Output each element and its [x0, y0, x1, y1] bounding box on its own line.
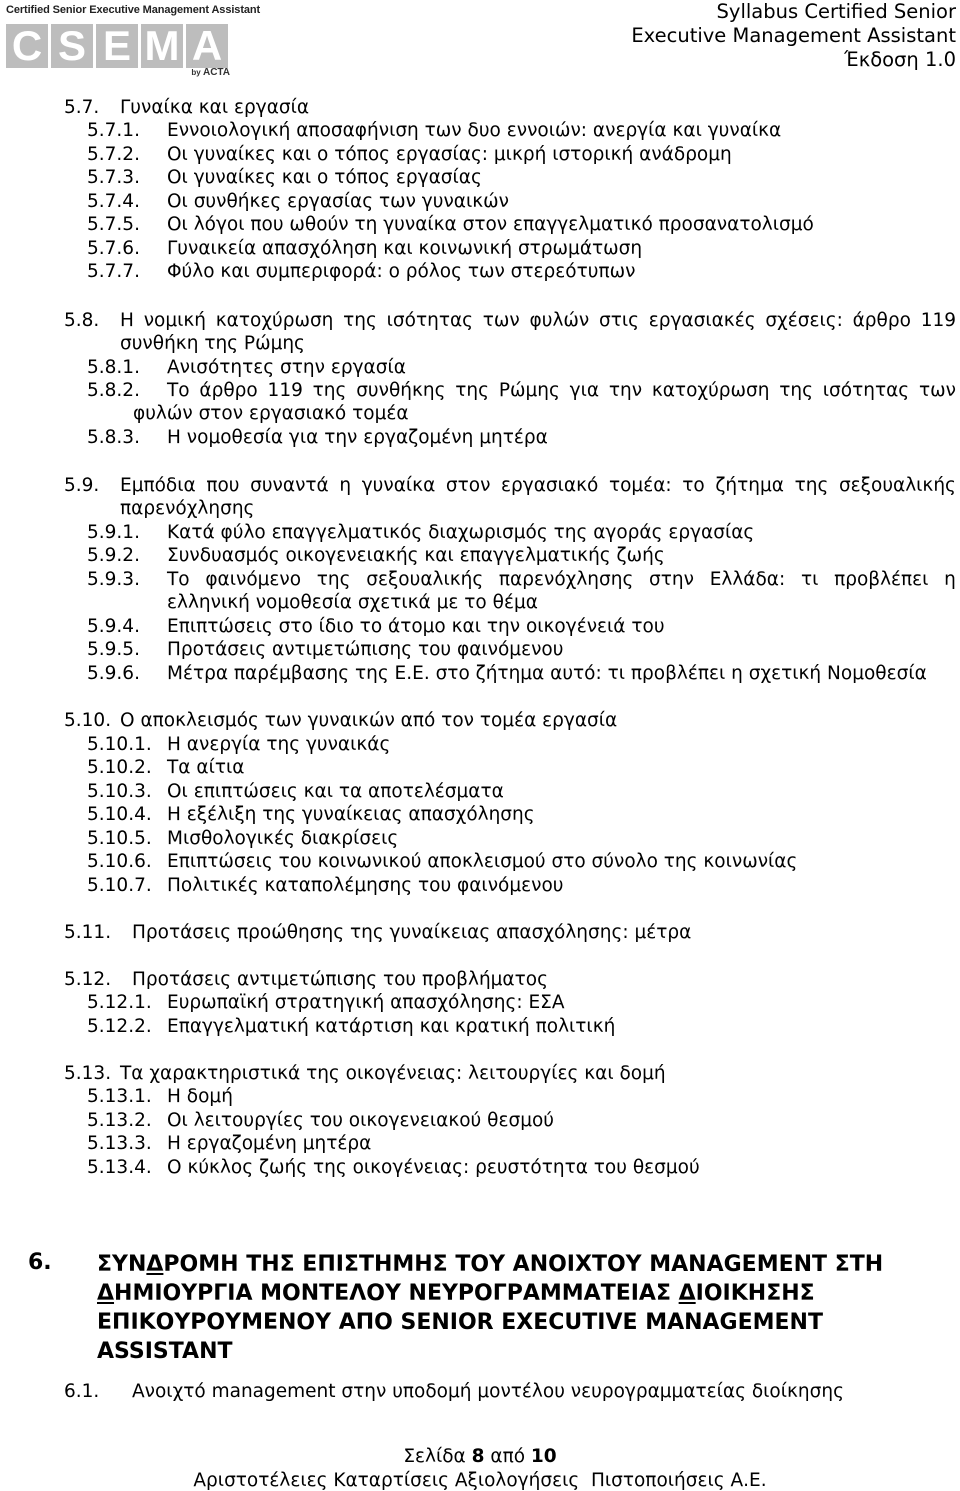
word: στον [445, 475, 491, 496]
toc-title: Μισθολογικές διακρίσεις [167, 828, 399, 849]
title-part: ΡΟΜΗ ΤΗΣ ΕΠΙΣΤΗΜΗΣ ΤΟΥ ΑΝΟΙΧΤΟΥ MANAGEMENT ΣΤΗ [163, 1252, 884, 1277]
page-total: 10 [530, 1446, 557, 1467]
toc-number: 5.10.3. [87, 781, 152, 802]
word: της [779, 380, 813, 401]
toc-title-justified [120, 474, 956, 497]
toc-number: 5.8.2. [87, 380, 140, 401]
toc-number: 5.9.1. [87, 522, 140, 543]
toc-number: 5.11. [64, 922, 112, 943]
word: σχέσεις: [765, 310, 843, 331]
word: παρενόχλησης [498, 569, 634, 590]
toc-number: 5.13.2. [87, 1110, 152, 1131]
toc-title: Η νομοθεσία για την εργαζομένη μητέρα [167, 427, 548, 448]
toc-number: 5.13.1. [87, 1086, 152, 1107]
toc-number: 5.13.3. [87, 1133, 152, 1154]
chapter-number: 6. [28, 1250, 52, 1275]
toc-title: Ανοιχτό management στην υποδομή μοντέλου νευρογραμματείας διοίκησης [132, 1381, 844, 1402]
toc-title: Τα αίτια [167, 757, 245, 778]
toc-number: 5.10.6. [87, 851, 152, 872]
toc-number: 5.9.4. [87, 616, 140, 637]
toc-number: 5.13. [64, 1063, 112, 1084]
toc-title: Γυναίκα και εργασία [120, 97, 310, 118]
word: τομέα: [608, 475, 672, 496]
word: συναντά [250, 475, 329, 496]
word: σεξουαλικής [366, 569, 484, 590]
toc-number: 5.12.2. [87, 1016, 152, 1037]
logo-by [191, 67, 230, 78]
toc-title: Οι λόγοι που ωθούν τη γυναίκα στον επαγγελματικό προσανατολισμό [167, 214, 814, 235]
toc-number: 5.8.1. [87, 357, 140, 378]
toc-number: 5.9.6. [87, 663, 140, 684]
word: Το [167, 380, 190, 401]
toc-number: 5.7.3. [87, 167, 140, 188]
word: προβλέπει [834, 569, 929, 590]
word: συνθήκης [356, 380, 446, 401]
toc-number: 5.9.2. [87, 545, 140, 566]
word: που [206, 475, 240, 496]
word: η [339, 475, 352, 496]
word: ζήτημα [715, 475, 784, 496]
word: 119 [920, 310, 956, 331]
word: ισότητας [386, 310, 474, 331]
toc-number: 5.7.4. [87, 191, 140, 212]
word: νομική [143, 310, 206, 331]
word: γυναίκα [361, 475, 436, 496]
word: εργασιακές [648, 310, 756, 331]
toc-title-continuation: φυλών στον εργασιακό τομέα [133, 403, 409, 424]
word: της [343, 310, 377, 331]
word: της [312, 380, 347, 401]
word: της [455, 380, 490, 401]
toc-title-continuation: ελληνική νομοθεσία σχετικά με το θέμα [167, 592, 538, 613]
word: την [608, 380, 643, 401]
toc-title: Η εξέλιξη της γυναίκειας απασχόλησης [167, 804, 535, 825]
page-number: 8 [471, 1446, 485, 1467]
word: η [944, 569, 956, 590]
toc-title: Επιπτώσεις του κοινωνικού αποκλεισμού στο σύνολο της κοινωνίας [167, 851, 798, 872]
toc-number: 5.8.3. [87, 427, 140, 448]
toc-title: Οι γυναίκες και ο τόπος εργασίας: μικρή ιστορική ανάδρομη [167, 144, 732, 165]
word: της [316, 569, 351, 590]
header-line-3: Έκδοση 1.0 [844, 48, 956, 71]
toc-title: Ευρωπαϊκή στρατηγική απασχόλησης: ΕΣΑ [167, 992, 565, 1013]
title-part: ΣΥΝ [97, 1252, 147, 1277]
word: των [918, 380, 956, 401]
toc-number: 5.10. [64, 710, 112, 731]
toc-number: 5.10.7. [87, 875, 152, 896]
toc-title: Προτάσεις προώθησης της γυναίκειας απασχόλησης: μέτρα [132, 922, 692, 943]
toc-number: 5.7. [64, 97, 100, 118]
word: φαινόμενο [205, 569, 302, 590]
title-part-underlined: Δ [97, 1281, 115, 1306]
word: των [482, 310, 520, 331]
toc-title: Προτάσεις αντιμετώπισης του προβλήματος [132, 969, 548, 990]
footer-company: Αριστοτέλειες Καταρτίσεις Αξιολογήσεις Πιστοποιήσεις Α.Ε. [193, 1470, 767, 1491]
toc-number: 5.7.1. [87, 120, 140, 141]
toc-number: 5.9. [64, 475, 100, 496]
toc-number: 5.10.2. [87, 757, 152, 778]
toc-title: Γυναικεία απασχόληση και κοινωνική στρωμάτωση [167, 238, 643, 259]
title-part: ΗΜΙΟΥΡΓΙΑ ΜΟΝΤΕΛΟΥ ΝΕΥΡΟΓΡΑΜΜΑΤΕΙΑΣ [114, 1281, 679, 1306]
word: φυλών [529, 310, 590, 331]
document-header [631, 0, 956, 72]
toc-title: Φύλο και συμπεριφορά: ο ρόλος των στερεότυπων [167, 261, 636, 282]
toc-title: Η ανεργία της γυναικάς [167, 734, 391, 755]
toc-title: Οι επιπτώσεις και τα αποτελέσματα [167, 781, 504, 802]
word: κατοχύρωση [651, 380, 770, 401]
toc-title: Κατά φύλο επαγγελματικός διαχωρισμός της αγοράς εργασίας [167, 522, 755, 543]
word: άρθρο [199, 380, 258, 401]
toc-title: Συνδυασμός οικογενειακής και επαγγελματικής ζωής [167, 545, 665, 566]
word: Ρώμης [498, 380, 560, 401]
word: το [682, 475, 705, 496]
toc-title: Ο κύκλος ζωής της οικογένειας: ρευστότητα του θεσμού [167, 1157, 700, 1178]
toc-number: 5.7.2. [87, 144, 140, 165]
word: Ελλάδα: [709, 569, 786, 590]
word: Το [167, 569, 190, 590]
word: της [794, 475, 829, 496]
csema-logo [6, 4, 261, 78]
word: Εμπόδια [120, 475, 196, 496]
word: σεξουαλικής [838, 475, 956, 496]
word: εργασιακό [501, 475, 599, 496]
toc-title-justified [167, 379, 956, 402]
toc-number: 5.9.5. [87, 639, 140, 660]
toc-title: Τα χαρακτηριστικά της οικογένειας: λειτουργίες και δομή [120, 1063, 666, 1084]
word: για [569, 380, 600, 401]
word: Η [120, 310, 134, 331]
chapter-title [97, 1250, 947, 1366]
toc-number: 5.7.6. [87, 238, 140, 259]
logo-brand: ACTA [202, 67, 230, 78]
toc-title-continuation: συνθήκη της Ρώμης [120, 333, 305, 354]
toc-title: Οι συνθήκες εργασίας των γυναικών [167, 191, 509, 212]
toc-title: Οι γυναίκες και ο τόπος εργασίας [167, 167, 482, 188]
title-part-underlined: Δ [146, 1252, 164, 1277]
title-part: ΙΟΙΚΗΣΗΣ [695, 1281, 815, 1306]
toc-number: 5.10.5. [87, 828, 152, 849]
toc-title: Η εργαζομένη μητέρα [167, 1133, 372, 1154]
toc-title: Οι λειτουργίες του οικογενειακού θεσμού [167, 1110, 554, 1131]
toc-title: Η δομή [167, 1086, 233, 1107]
page-mid: από [484, 1446, 531, 1467]
toc-title-justified [167, 568, 956, 591]
toc-title: Ανισότητες στην εργασία [167, 357, 406, 378]
logo-letter: C [6, 24, 48, 68]
logo-by-text: by [191, 68, 201, 77]
logo-letter: E [96, 24, 138, 68]
logo-letter: M [141, 24, 183, 68]
word: κατοχύρωση [215, 310, 334, 331]
chapter-title-line-3: ΕΠΙΚΟΥΡΟΥΜΕΝΟΥ ΑΠΟ SENIOR EXECUTIVE MANAGEMENT [97, 1310, 823, 1335]
toc-title: Επιπτώσεις στο ίδιο το άτομο και την οικογένειά του [167, 616, 665, 637]
toc-title: Ο αποκλεισμός των γυναικών από τον τομέα εργασία [120, 710, 618, 731]
page-indicator [0, 1445, 960, 1469]
logo-letters [6, 24, 228, 68]
toc-number: 5.9.3. [87, 569, 140, 590]
toc-number: 5.7.5. [87, 214, 140, 235]
toc-title: Μέτρα παρέμβασης της Ε.Ε. στο ζήτημα αυτό: τι προβλέπει η σχετική Νομοθεσία [167, 663, 927, 684]
chapter-title-line-4: ASSISTANT [97, 1339, 233, 1364]
toc-number: 5.10.4. [87, 804, 152, 825]
title-part-underlined: Δ [678, 1281, 696, 1306]
toc-title: Επαγγελματική κατάρτιση και κρατική πολιτική [167, 1016, 616, 1037]
logo-letter: S [51, 24, 93, 68]
word: 119 [267, 380, 303, 401]
toc-number: 5.12.1. [87, 992, 152, 1013]
toc-number: 6.1. [64, 1381, 100, 1402]
logo-caption: Certified Senior Executive Management Assistant [6, 4, 261, 16]
toc-number: 5.8. [64, 310, 100, 331]
toc-title-justified [120, 309, 956, 332]
toc-title-continuation: παρενόχλησης [120, 498, 255, 519]
header-line-2: Executive Management Assistant [631, 24, 956, 47]
word: ισότητας [822, 380, 910, 401]
chapter-title-line-1 [97, 1250, 947, 1279]
toc-title: Πολιτικές καταπολέμησης του φαινόμενου [167, 875, 564, 896]
toc-number: 5.10.1. [87, 734, 152, 755]
word: στις [598, 310, 639, 331]
word: άρθρο [852, 310, 911, 331]
toc-number: 5.13.4. [87, 1157, 152, 1178]
toc-number: 5.7.7. [87, 261, 140, 282]
page-prefix: Σελίδα [403, 1446, 472, 1467]
toc-number: 5.12. [64, 969, 112, 990]
chapter-title-line-2 [97, 1279, 947, 1308]
logo-letter: A [186, 24, 228, 68]
header-line-1: Syllabus Certified Senior [716, 0, 956, 23]
toc-title: Προτάσεις αντιμετώπισης του φαινόμενου [167, 639, 564, 660]
toc-title: Εννοιολογική αποσαφήνιση των δυο εννοιών: ανεργία και γυναίκα [167, 120, 782, 141]
word: στην [649, 569, 694, 590]
word: τι [800, 569, 819, 590]
